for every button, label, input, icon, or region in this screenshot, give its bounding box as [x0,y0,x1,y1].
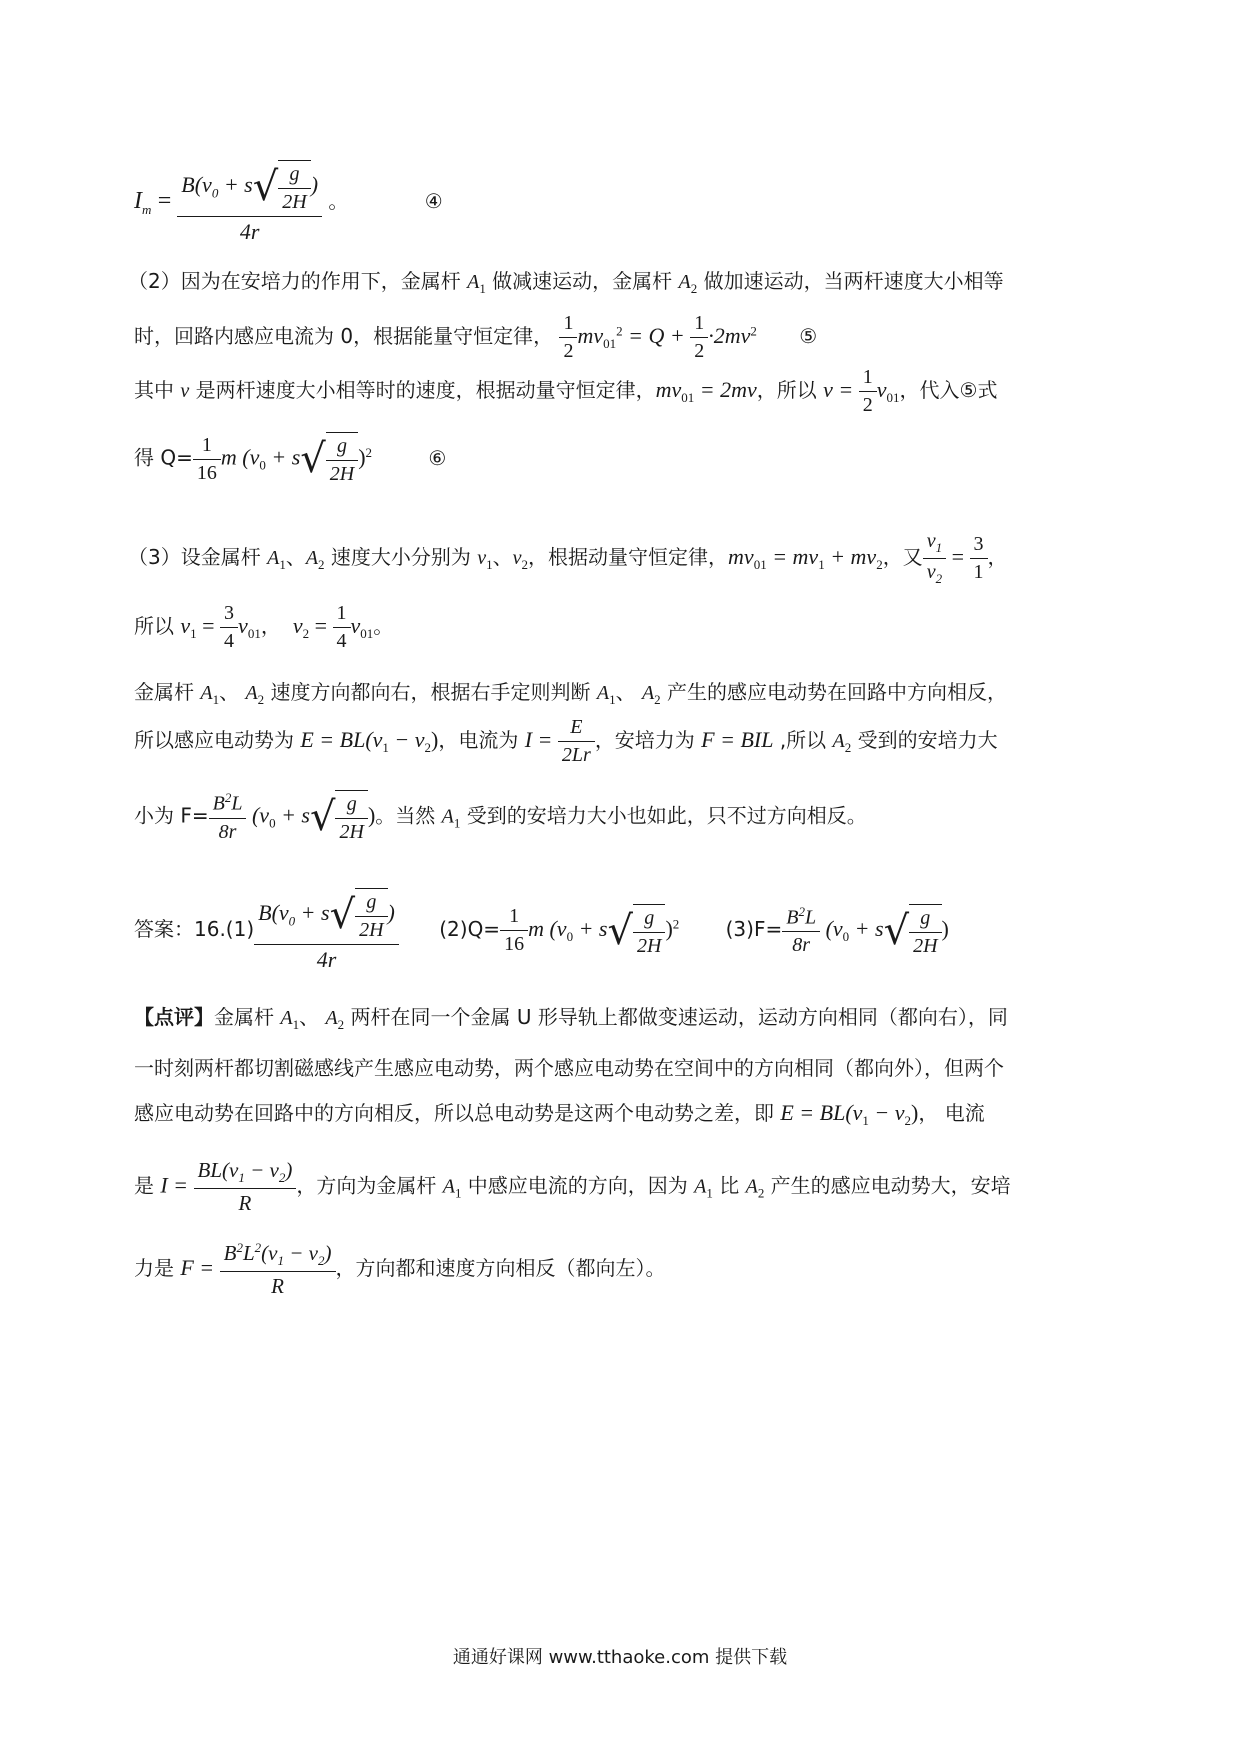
equation-marker: ④ [424,189,443,213]
paragraph-2-line-1: （2）因为在安培力的作用下，金属杆 $A_1$ 做减速运动，金属杆 $A_2$ 做加速运动，当两杆速度大小相等 [128,269,1004,296]
paragraph-3-line-1: （3）设金属杆 $A_1$、$A_2$ 速度大小分别为 $v_1$、$v_2$，根据动量守恒定律，$mv_{01} = mv_1 + mv_2$，又 $\frac{v_1}{v_2}$ = $\frac{3}{1}$ ， [128,530,1008,586]
comment-line-1: 【点评】金属杆 $A_1$、 $A_2$ 两杆在同一个金属 U 形导轨上都做变速运动，运动方向相同（都向右），同 [134,1005,1008,1032]
comment-line-4: 是 I = $\frac{BL(v_1 - v_2)}{R}$ ，方向为金属杆 $A_1$ 中感应电流的方向，因为 $A_1$ 比 $A_2$ 产生的感应电动势大，安培 [134,1158,1011,1216]
eq4-fraction: $B(v_0 + s√$ $\frac{g}{2H}$ ) 4r [177,160,322,245]
equation-4: $I_m$ = $B(v_0 + s√$ $\frac{g}{2H}$ ) 4r 。 ④ [134,160,443,245]
paragraph-3-line-3: 金属杆 $A_1$、 $A_2$ 速度方向都向右，根据右手定则判断 $A_1$、 $A_2$ 产生的感应电动势在回路中方向相反， [134,680,1008,707]
comment-line-2: 一时刻两杆都切割磁感线产生感应电动势，两个感应电动势在空间中的方向相同（都向外），但两个 [134,1056,1004,1080]
page-footer: 通通好课网 www.tthaoke.com 提供下载 [452,1647,788,1668]
paragraph-2-line-4: 得 Q= $\frac{1}{16}$ m ($v_0 + s√$ $\frac{g}{2H}$ )$^2$ ⑥ [134,433,447,485]
paragraph-3-line-4: 所以感应电动势为 $E = BL(v_1 - v_2)$，电流为 I = $\frac{E}{2Lr}$ ，安培力为 F = BIL ,所以 $A_2$ 受到的安培力大 [134,716,998,766]
paragraph-3-line-2: 所以 $v_1$ = $\frac{3}{4}$ $v_{01}$， $v_2$ = $\frac{1}{4}$ $v_{01}$。 [134,602,394,652]
comment-line-3: 感应电动势在回路中的方向相反，所以总电动势是这两个电动势之差，即 $E = BL(v_1 - v_2)$， 电流 [134,1100,985,1128]
paragraph-2-line-2: 时，回路内感应电流为 0，根据能量守恒定律， $\frac{1}{2}$ $mv_{01}^2 = Q$ + $\frac{1}{2}$ $\cdot 2mv^2$ ⑤ [134,312,818,362]
answer-line: 答案：16.(1) $B(v_0 + s√$ $\frac{g}{2H}$ ) 4r (2)Q= $\frac{1}{16}$ m ($v_0 + s√$ $\frac{g}{2H}$ )$^2$ (3)F= $\frac{B^2L}{8r}$ ($v_0 + s√$ $\frac{g}{2H}$ ) [134,888,949,973]
paragraph-2-line-3: 其中 v 是两杆速度大小相等时的速度，根据动量守恒定律，$mv_{01} = 2mv$，所以 v = $\frac{1}{2}$ $v_{01}$，代入⑤式 [134,366,998,416]
paragraph-3-line-5: 小为 F= $\frac{B^2L}{8r}$ ($v_0 + s√$ $\frac{g}{2H}$ )。当然 $A_1$ 受到的安培力大小也如此，只不过方向相反。 [134,790,867,843]
comment-line-5: 力是 F = $\frac{B^2L^2(v_1 - v_2)}{R}$ ，方向都和速度方向相反（都向左）。 [134,1240,666,1299]
